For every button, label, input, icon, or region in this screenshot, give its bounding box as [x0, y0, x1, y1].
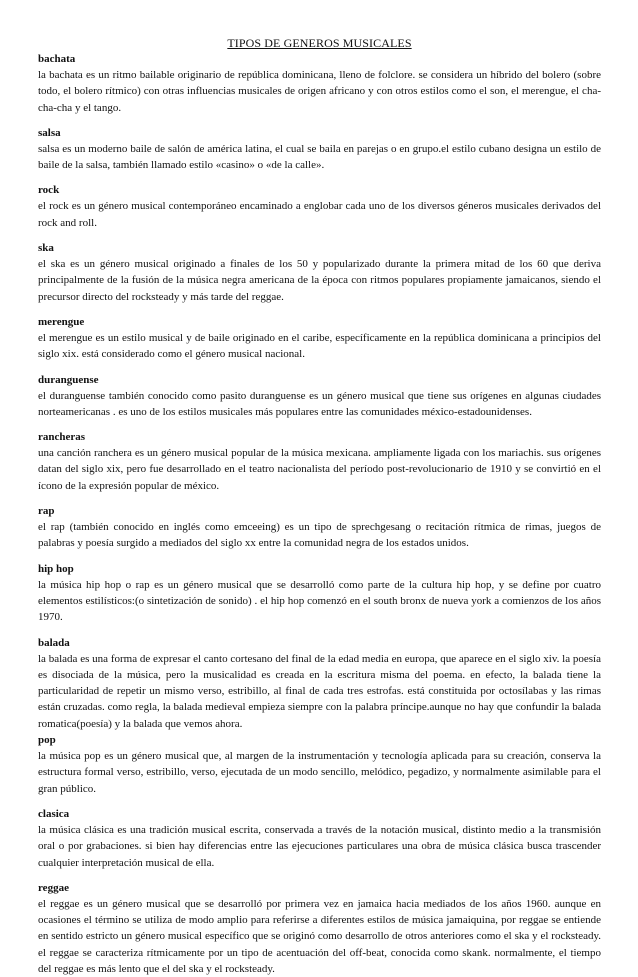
section-body: la música pop es un género musical que, al margen de la instrumentación y tecnología aplicada para su creación, conserva la estructura formal verso, estribillo, verso, ejecutada de un modo sencillo, melódico, pegadizo, y normalmente asimilable para el gran público.	[38, 750, 601, 795]
section-body: la bachata es un ritmo bailable originario de república dominicana, lleno de folclore. se considera un híbrido del bolero (sobre todo, el bolero rítmico) con otras influencias musicales de origen africano y con otros estilos como el son, el merengue, el cha-cha-cha y el tango.	[38, 69, 601, 114]
section-heading: merengue	[38, 315, 85, 328]
section-duranguense	[38, 372, 601, 421]
section-heading: duranguense	[38, 373, 99, 386]
section-heading: balada	[38, 636, 70, 649]
section-pop	[38, 732, 601, 797]
section-heading: rancheras	[38, 431, 86, 444]
section-body: la música clásica es una tradición musical escrita, conservada a través de la notación musical, distinto medio a la transmisión oral o por grabaciones. si bien hay diferencias entre las ejecuciones particulares una obra de música clásica busca trascender cualquier interpretación musical de ella.	[38, 823, 601, 869]
section-body: el ska es un género musical originado a finales de los 50 y popularizado durante la primera mitad de los 60 que deriva principalmente de la fusión de la música negra americana de la época con ritmos populares propiamente jamaicanos, siendo el precursor directo del rocksteady y más tarde del reggae.	[38, 258, 601, 303]
section-heading: pop	[38, 734, 56, 747]
section-balada	[38, 635, 601, 732]
section-body: el duranguense también conocido como pasito duranguense es un género musical que tiene sus orígenes en algunas ciudades norteamericanas . es uno de los estilos musicales más populares entre las comunidades méxico-estadounidenses.	[38, 389, 601, 418]
section-body: el merengue es un estilo musical y de baile originado en el caribe, específicamente en la república dominicana a principios del siglo xix. está considerado como el género musical nacional.	[38, 331, 601, 361]
section-body: el reggae es un género musical que se desarrolló por primera vez en jamaica hacia mediados de los años 1960. aunque en ocasiones el término se utiliza de modo amplio para referirse a diferentes estilos de música jamaiquina, por reggae se entiende en sentido estricto un género musical específico que se originó como desarrollo de otros anteriores como el ska y el rocksteady. el reggae se caracteriza rítmicamente por un tipo de acentuación del off-beat, conocida como skank. normalmente, el tiempo del reggae es más lento que el del ska y el rocksteady.	[38, 897, 601, 975]
section-rap	[38, 503, 601, 552]
document-title: TIPOS DE GENEROS MUSICALES	[227, 36, 412, 50]
section-heading: hip hop	[38, 562, 74, 575]
section-merengue	[38, 314, 601, 363]
section-heading: bachata	[38, 53, 76, 65]
section-rancheras	[38, 429, 601, 494]
section-body: salsa es un moderno baile de salón de américa latina, el cual se baila en parejas o en grupo.el estilo cubano designa un estilo de baile de la salsa, también llamado estilo «casino» o «de la calle».	[38, 142, 601, 172]
section-salsa	[38, 125, 601, 174]
section-bachata	[38, 51, 601, 116]
section-rock	[38, 182, 601, 231]
section-heading: rock	[38, 184, 60, 197]
section-body: la música hip hop o rap es un género musical que se desarrolló como parte de la cultura hip hop, y se define por cuatro elementos estilísticos:(o sintetización de sonido) . el hip hop comenzó en el south bronx de nueva york a comienzos de los años 1970.	[38, 578, 601, 624]
section-ska	[38, 240, 601, 305]
section-hip-hop	[38, 561, 601, 626]
section-body: el rock es un género musical contemporáneo encaminado a englobar cada uno de los diversos géneros musicales derivados del rock and roll.	[38, 200, 601, 229]
section-heading: rap	[38, 505, 55, 518]
section-heading: salsa	[38, 126, 61, 139]
section-heading: reggae	[38, 881, 69, 894]
section-heading: ska	[38, 242, 54, 255]
section-body: la balada es una forma de expresar el canto cortesano del final de la edad media en europa, que aparece en el siglo xiv. la poesía es disociada de la música, pero la musicalidad es creada en la escritura misma del poema. en efecto, la balada tiene la particularidad de repetir un mismo verso, estribillo, al final de cada tres estrofas. está constituida por octosílabas y las rimas están cruzadas. como regla, la balada medieval empieza siempre con la palabra príncipe.aunque no hay que confundir la balada romatica(poesía) y la balada que vemos ahora.	[38, 652, 601, 730]
section-reggae	[38, 880, 601, 977]
section-body: una canción ranchera es un género musical popular de la música mexicana. ampliamente ligada con los mariachis. sus orígenes datan del siglo xix, pero fue desarrollado en el teatro nacionalista del período post-revolucionario de 1910 y se convirtió en el ícono de la expresión popular de méxico.	[38, 447, 601, 492]
section-body: el rap (también conocido en inglés como emceeing) es un tipo de sprechgesang o recitación rítmica de rimas, juegos de palabras y poesía surgido a mediados del siglo xx entre la comunidad negra de los estados unidos.	[38, 521, 601, 550]
section-clasica	[38, 806, 601, 871]
section-heading: clasica	[38, 807, 70, 820]
